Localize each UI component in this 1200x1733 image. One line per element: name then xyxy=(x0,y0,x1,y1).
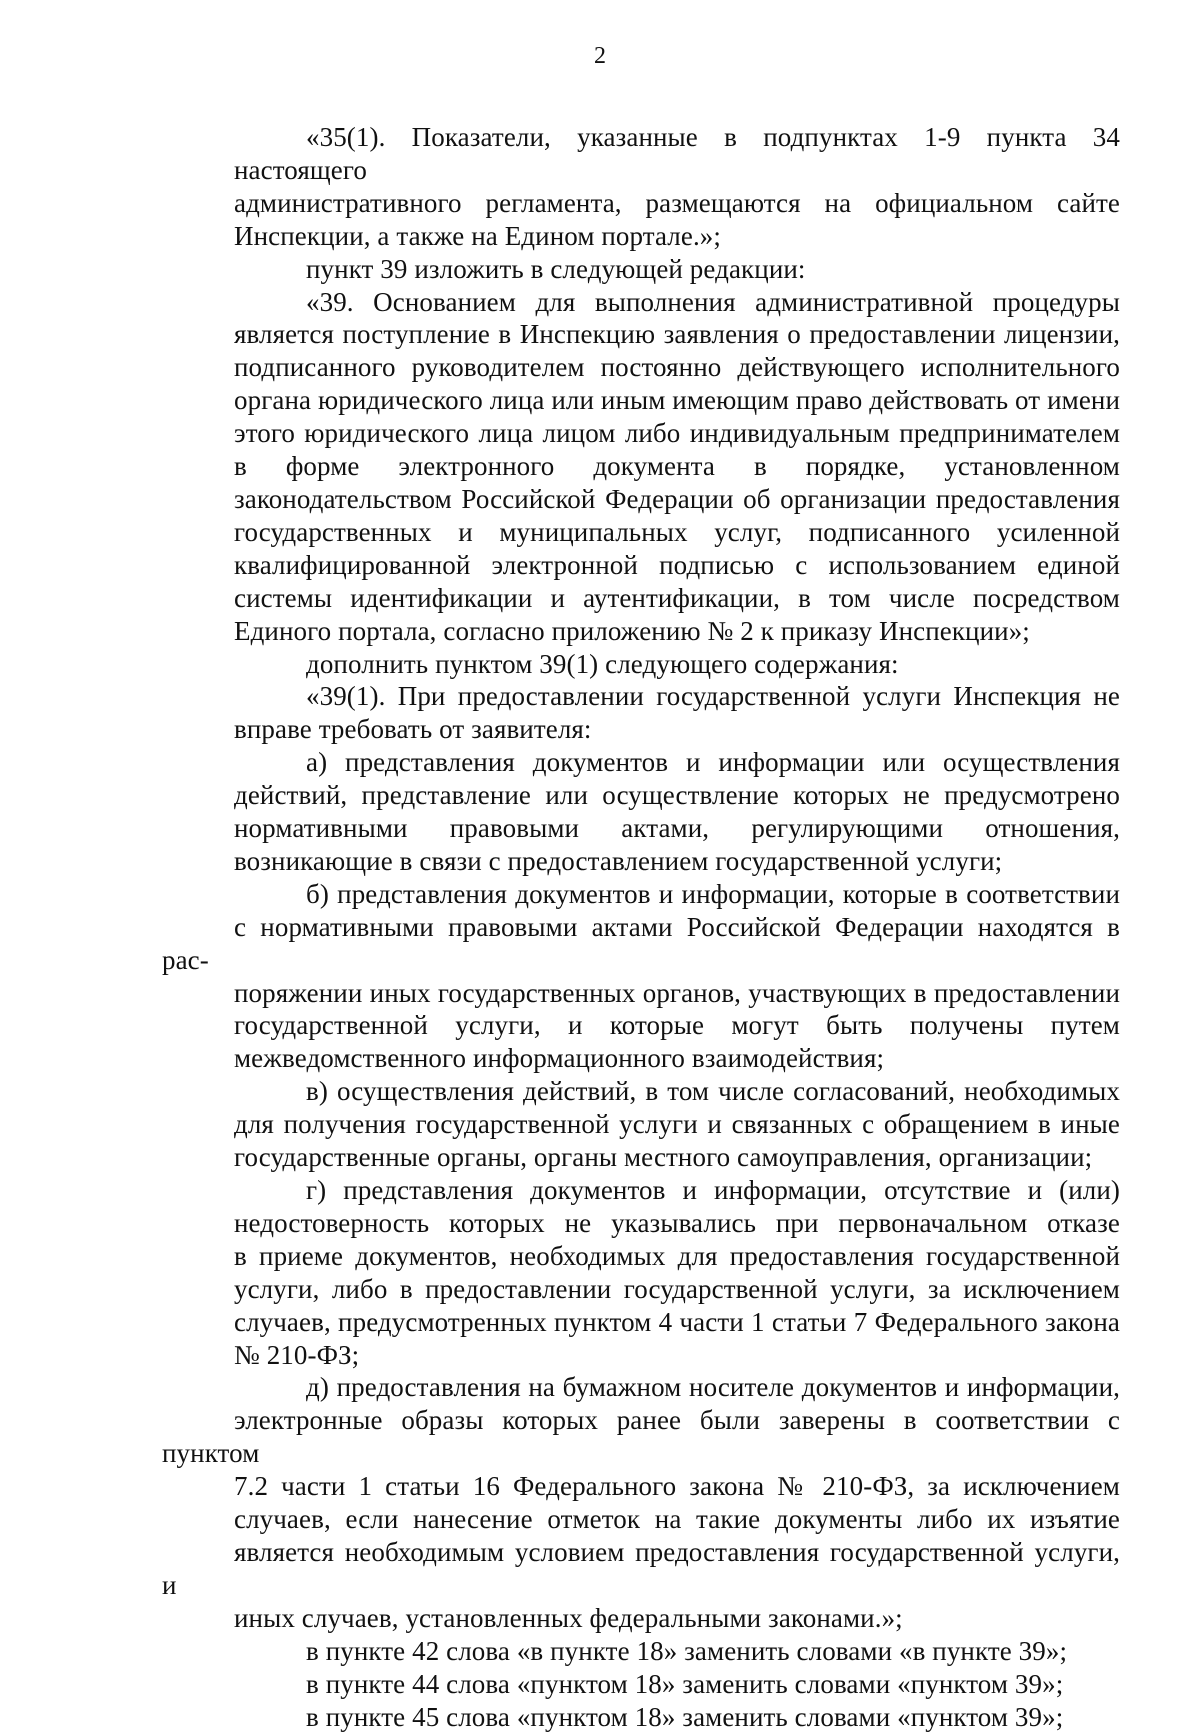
text-line: «39(1). При предоставлении государственной услуги Инспекция не xyxy=(162,680,1120,713)
text-line: государственных и муниципальных услуг, подписанного усиленной xyxy=(162,516,1120,549)
paragraph-p10 xyxy=(162,1371,1120,1634)
text-line: с нормативными правовыми актами Российской Федерации находятся в рас- xyxy=(162,911,1120,977)
text-line: действий, представление или осуществление которых не предусмотрено xyxy=(162,779,1120,812)
text-line: д) предоставления на бумажном носителе документов и информации, xyxy=(162,1371,1120,1404)
text-line: Единого портала, согласно приложению № 2 к приказу Инспекции»; xyxy=(162,615,1120,648)
paragraph-p5 xyxy=(162,680,1120,746)
text-line: поряжении иных государственных органов, участвующих в предоставлении xyxy=(162,977,1120,1010)
paragraph-p9 xyxy=(162,1174,1120,1371)
paragraph-p1 xyxy=(162,121,1120,253)
text-line: б) представления документов и информации, которые в соответствии xyxy=(162,878,1120,911)
text-line: Инспекции, а также на Едином портале.»; xyxy=(162,220,1120,253)
text-line: государственной услуги, и которые могут быть получены путем xyxy=(162,1009,1120,1042)
document-body xyxy=(162,121,1120,1733)
text-line: 7.2 части 1 статьи 16 Федерального закона № 210-ФЗ, за исключением xyxy=(162,1470,1120,1503)
text-line: межведомственного информационного взаимодействия; xyxy=(162,1042,1120,1075)
text-line: иных случаев, установленных федеральными законами.»; xyxy=(162,1602,1120,1635)
paragraph-p7 xyxy=(162,878,1120,1075)
paragraph-p8 xyxy=(162,1075,1120,1174)
text-line: в) осуществления действий, в том числе согласований, необходимых xyxy=(162,1075,1120,1108)
text-line: услуги, либо в предоставлении государственной услуги, за исключением xyxy=(162,1273,1120,1306)
text-line: является необходимым условием предоставления государственной услуги, и xyxy=(162,1536,1120,1602)
text-line: квалифицированной электронной подписью с использованием единой xyxy=(162,549,1120,582)
text-line: дополнить пунктом 39(1) следующего содержания: xyxy=(162,648,1120,681)
text-line: случаев, предусмотренных пунктом 4 части 1 статьи 7 Федерального закона xyxy=(162,1306,1120,1339)
text-line: «39. Основанием для выполнения административной процедуры xyxy=(162,286,1120,319)
text-line: пункт 39 изложить в следующей редакции: xyxy=(162,253,1120,286)
text-line: недостоверность которых не указывались при первоначальном отказе xyxy=(162,1207,1120,1240)
text-line: административного регламента, размещаются на официальном сайте xyxy=(162,187,1120,220)
text-line: возникающие в связи с предоставлением государственной услуги; xyxy=(162,845,1120,878)
text-line: в пункте 45 слова «пунктом 18» заменить словами «пунктом 39»; xyxy=(162,1701,1120,1733)
paragraph-p11 xyxy=(162,1635,1120,1668)
paragraph-p4 xyxy=(162,648,1120,681)
text-line: органа юридического лица или иным имеющим право действовать от имени xyxy=(162,384,1120,417)
paragraph-p3 xyxy=(162,286,1120,648)
text-line: нормативными правовыми актами, регулирующими отношения, xyxy=(162,812,1120,845)
text-line: подписанного руководителем постоянно действующего исполнительного xyxy=(162,351,1120,384)
text-line: в пункте 44 слова «пунктом 18» заменить словами «пунктом 39»; xyxy=(162,1668,1120,1701)
text-line: законодательством Российской Федерации об организации предоставления xyxy=(162,483,1120,516)
text-line: государственные органы, органы местного самоуправления, организации; xyxy=(162,1141,1120,1174)
text-line: г) представления документов и информации, отсутствие и (или) xyxy=(162,1174,1120,1207)
page-number: 2 xyxy=(0,44,1200,68)
text-line: для получения государственной услуги и связанных с обращением в иные xyxy=(162,1108,1120,1141)
text-line: системы идентификации и аутентификации, в том числе посредством xyxy=(162,582,1120,615)
text-line: № 210-ФЗ; xyxy=(162,1339,1120,1372)
text-line: случаев, если нанесение отметок на такие документы либо их изъятие xyxy=(162,1503,1120,1536)
paragraph-p6 xyxy=(162,746,1120,878)
text-line: в пункте 42 слова «в пункте 18» заменить словами «в пункте 39»; xyxy=(162,1635,1120,1668)
paragraph-p2 xyxy=(162,253,1120,286)
text-line: в приеме документов, необходимых для предоставления государственной xyxy=(162,1240,1120,1273)
text-line: электронные образы которых ранее были заверены в соответствии с пунктом xyxy=(162,1404,1120,1470)
paragraph-p13 xyxy=(162,1701,1120,1733)
text-line: в форме электронного документа в порядке, установленном xyxy=(162,450,1120,483)
text-line: «35(1). Показатели, указанные в подпунктах 1-9 пункта 34 настоящего xyxy=(162,121,1120,187)
text-line: является поступление в Инспекцию заявления о предоставлении лицензии, xyxy=(162,318,1120,351)
text-line: вправе требовать от заявителя: xyxy=(162,713,1120,746)
text-line: этого юридического лица лицом либо индивидуальным предпринимателем xyxy=(162,417,1120,450)
paragraph-p12 xyxy=(162,1668,1120,1701)
text-line: а) представления документов и информации или осуществления xyxy=(162,746,1120,779)
